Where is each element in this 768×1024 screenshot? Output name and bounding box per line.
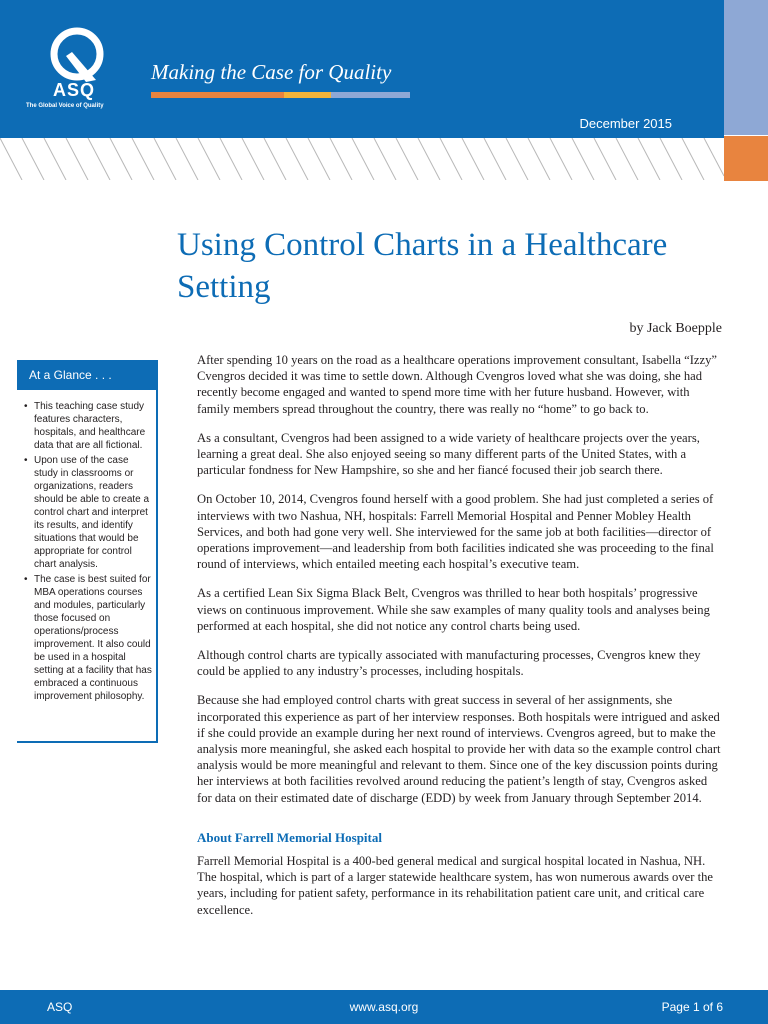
author-byline: by Jack Boepple [629, 321, 722, 336]
footer-website-link[interactable]: www.asq.org [349, 1000, 419, 1014]
at-a-glance-heading: At a Glance . . . [17, 360, 158, 390]
tagline: Making the Case for Quality [151, 60, 392, 84]
tagline-color-bars [151, 92, 410, 98]
paragraph: Although control charts are typically associated with manufacturing processes, Cvengros knew they could be applied to any industry’s processes, including hospitals. [197, 648, 701, 679]
paragraph: Farrell Memorial Hospital is a 400-bed general medical and surgical hospital located in Nashua, NH. The hospital, which is part of a larger statewide healthcare system, has won numerous awards over the years, including for patient safety, performance in its rehabilitation patient care unit, and critical care excellence. [197, 854, 713, 917]
footer-band [0, 990, 768, 1024]
header-band [0, 0, 724, 138]
page-number: Page 1 of 6 [661, 1000, 723, 1014]
logo-tagline: The Global Voice of Quality [26, 103, 104, 109]
diagonal-stripe-band [0, 138, 724, 180]
paragraph: As a consultant, Cvengros had been assigned to a wide variety of healthcare projects over the years, learning a great deal. She also enjoyed seeing so many different parts of the United States, with a particular fondness for New Hampshire, so she and her fiancé focused their job search there. [197, 430, 700, 478]
corner-accent-blue [724, 0, 768, 135]
list-item: • The case is best suited for MBA operations courses and modules, particularly those focused on operations/process improvement. It also could be used in a hospital setting at a facility that has embraced a continuous improvement philosophy. [22, 573, 152, 703]
corner-accent-orange [724, 136, 768, 181]
article-body [197, 352, 721, 931]
list-item: • This teaching case study features characters, hospitals, and healthcare data that are all fictional. [22, 400, 152, 452]
paragraph: On October 10, 2014, Cvengros found herself with a good problem. She had just completed a series of interviews with two Nashua, NH, hospitals: Farrell Memorial Hospital and Penner Mobley Health Services, and both had gone very well. She interviewed for the same job at both facilities—director of operations improvement—and leadership from both facilities indicated she was proceeding to the final round of interviews, which entailed meeting each hospital’s executive team. [197, 492, 714, 572]
footer-org: ASQ [47, 1000, 73, 1014]
section-heading: About Farrell Memorial Hospital [197, 829, 382, 845]
paragraph: Because she had employed control charts with great success in several of her assignments, she incorporated this experience as part of her interview responses. Both hospitals were intrigued and asked if she could provide an example during her next round of interviews. Cvengros agreed, but to make the analysis more meaningful, she asked each hospital to provide her with data so the example control chart analysis would be more meaningful and relevant to them. Since one of the key discussion points during her interviews at both facilities revolved around reducing the patient’s length of stay, Cvengros asked for data on their estimated date of discharge (EDD) by week from January through September 2014. [197, 693, 721, 805]
at-a-glance-list [22, 400, 152, 705]
paragraph: After spending 10 years on the road as a healthcare operations improvement consultant, Isabella “Izzy” Cvengros decided it was time to settle down. Although Cvengros loved what she was doing, she had recently become engaged and wanted to spend more time with her future husband. However, with family members spread throughout the country, there was really no “home” to go back to. [197, 353, 717, 416]
logo-text: ASQ [52, 80, 95, 100]
document-title: Using Control Charts in a Healthcare Setting [177, 227, 668, 305]
paragraph: As a certified Lean Six Sigma Black Belt, Cvengros was thrilled to hear both hospitals’ progressive views on continuous improvement. While she saw examples of many quality tools and analyses being performed at each hospital, she did not notice any control charts being used. [197, 586, 710, 633]
list-item: • Upon use of the case study in classrooms or organizations, readers should be able to create a control chart and interpret its results, and identify situations that would be appropriate for control chart analysis. [22, 454, 152, 571]
issue-date: December 2015 [579, 116, 672, 131]
